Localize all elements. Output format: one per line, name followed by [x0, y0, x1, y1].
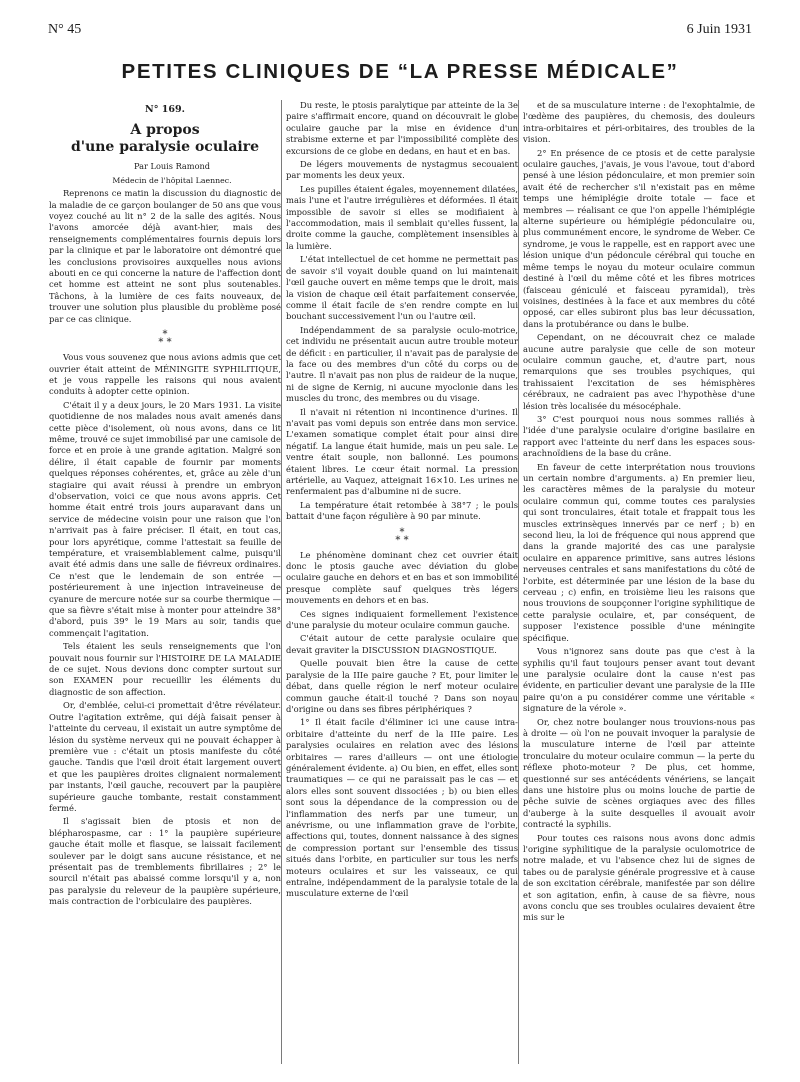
paragraph: Or, d'emblée, celui-ci promettait d'être révélateur. Outre l'agitation extrême, qui déjà faisait penser à l'atteinte du cerveau, il existait un autre symptôme de lésion du système nerveux qui ne pouvait échapper à première vue : c'était un ptosis manifeste du côté gauche. Tandis que l'œil droit était largement ouvert et que les paupières droites clignaient normalement par instants, l'œil gauche, recouvert par la paupière supérieure gauche tombante, restait constamment fermé.: [49, 700, 281, 813]
paragraph: Indépendamment de sa paralysie oculo-motrice, cet individu ne présentait aucun autre trouble moteur de déficit : en particulier, il n'avait pas de paralysie de la face ou des membres d'un côté du corps ou de l'autre. Il n'avait pas non plus de raideur de la nuque, ni de signe de Kernig, ni aucune myoclonie dans les muscles du tronc, des membres ou du visage.: [286, 324, 518, 404]
title-line: d'une paralysie oculaire: [71, 139, 259, 156]
masthead: PETITES CLINIQUES DE “LA PRESSE MÉDICALE”: [121, 60, 679, 83]
paragraph: Tels étaient les seuls renseignements que l'on pouvait nous fournir sur l'HISTOIRE DE LA MALADIE de ce sujet. Nous devions donc compter surtout sur son EXAMEN pour recueillir les éléments du diagnostic de son affection.: [49, 641, 281, 697]
paragraph: L'état intellectuel de cet homme ne permettait pas de savoir s'il voyait double quand on lui maintenait l'œil gauche ouvert en même temps que le droit, mais la vision de chaque œil était parfaitement conservée, comme il était facile de s'en rendre compte en lui bouchant successivement l'un ou l'autre œil.: [286, 254, 518, 322]
paragraph: 3° C'est pourquoi nous nous sommes ralliés à l'idée d'une paralysie oculaire d'origine basilaire en rapport avec l'atteinte du nerf dans les espaces sous-arachnoïdiens de la base du crâne.: [523, 413, 755, 459]
section-separator: * * *: [395, 526, 409, 546]
paragraph: Il n'avait ni rétention ni incontinence d'urines. Il n'avait pas vomi depuis son entrée dans mon service. L'examen somatique complet était pour ainsi dire négatif. La langue était humide, mais un peu sale. Le ventre était souple, non ballonné. Les poumons étaient libres. Le cœur était normal. La pression artérielle, au Vaquez, atteignait 16×10. Les urines ne renfermaient pas d'albumine ni de sucre.: [286, 406, 518, 497]
paragraph: Du reste, le ptosis paralytique par atteinte de la 3e paire s'affirmait encore, quand on découvrait le globe oculaire gauche par la mise en évidence d'un strabisme externe et par l'impossibilité complète des excursions de ce globe en dedans, en haut et en bas.: [286, 100, 518, 156]
paragraph: Pour toutes ces raisons nous avons donc admis l'origine syphilitique de la paralysie oculomotrice de notre malade, et vu l'absence chez lui de signes de tabes ou de paralysie générale progressive et à cause de son excitation cérébrale, manifestée par son délire et son agitation, enfin, à cause de sa fièvre, nous avons conclu que ses troubles oculaires devaient être mis sur le: [523, 832, 755, 923]
paragraph: En faveur de cette interprétation nous trouvions un certain nombre d'arguments. a) En premier lieu, les caractères mêmes de la paralysie du moteur oculaire commun qui, comme toutes ces paralysies qui sont tronculaires, était totale et frappait tous les muscles extrinsèques innervés par ce nerf ; b) en second lieu, la loi de fréquence qui nous apprend que dans la grande majorité des cas une paralysie oculaire en apparence primitive, sans autres lésions nerveuses centrales et sans manifestations du côté de l'orbite, est déterminée par une lésion de la base du cerveau ; c) enfin, en troisième lieu les raisons que nous trouvions de soupçonner l'origine syphilitique de cette paralysie oculaire, et, par conséquent, de supposer l'existence possible d'une méningite spécifique.: [523, 461, 755, 643]
paragraph: C'était il y a deux jours, le 20 Mars 1931. La visite quotidienne de nos malades nous avait amenés dans cette pièce d'isolement, où nous avons, dans ce lit même, trouvé ce sujet immobilisé par une camisole de force et en proie à une grande agitation. Malgré son délire, il était capable de fournir par moments quelques réponses cohérentes, et, grâce au zèle d'un stagiaire qui avait réussi à prendre un embryon d'observation, voici ce que nous avons appris. Cet homme était entré trois jours auparavant dans un service de médecine voisin pour une raison que l'on n'arrivait pas à faire préciser. Il était, en tout cas, pour lors apyrétique, comme l'attestait sa feuille de température, et vraisemblablement calme, puisqu'il avait été admis dans une salle de fiévreux ordinaires. Ce n'est que le lendemain de son entrée — postérieurement à une injection intraveineuse de cyanure de mercure notée sur sa courbe thermique — que sa fièvre s'était mise à monter pour atteindre 38° d'abord, puis 39° le 19 Mars au soir, tandis que commençait l'agitation.: [49, 399, 281, 638]
paragraph: Les pupilles étaient égales, moyennement dilatées, mais l'une et l'autre irrégulières et déformées. Il était impossible de savoir si elles se modifiaient à l'accommodation, mais il semblait qu'elles fussent, la droite comme la gauche, complètement insensibles à la lumière.: [286, 183, 518, 251]
paragraph: et de sa musculature interne : de l'exophtalmie, de l'œdème des paupières, du chemosis, des douleurs intra-orbitaires et péri-orbitaires, des troubles de la vision.: [523, 100, 755, 145]
section-separator: * * *: [158, 329, 172, 349]
article-number: N° 169.: [145, 104, 185, 115]
column-3: [523, 100, 755, 926]
paragraph: La température était retombée à 38°7 ; le pouls battait d'une façon régulière à 90 par minute.: [286, 499, 518, 522]
column-2: [286, 100, 518, 902]
article-title: [49, 122, 281, 156]
paragraph: Cependant, on ne découvrait chez ce malade aucune autre paralysie que celle de son moteur oculaire commun gauche, et, d'autre part, nous remarquions que ses troubles psychiques, qui trahissaient l'excitation de ses hémisphères cérébraux, ne cadraient pas avec l'hypothèse d'une lésion très localisée du mésocéphale.: [523, 332, 755, 411]
paragraph: De légers mouvements de nystagmus secouaient par moments les deux yeux.: [286, 159, 518, 181]
paragraph: C'était autour de cette paralysie oculaire que devait graviter la DISCUSSION DIAGNOSTIQUE.: [286, 633, 518, 655]
byline: Par Louis Ramond: [133, 161, 211, 172]
page-header: [48, 22, 752, 38]
paragraph: 2° En présence de ce ptosis et de cette paralysie oculaire gauches, j'avais, je vous l'avoue, tout d'abord pensé à une lésion pédonculaire, et mon premier soin avait été de rechercher s'il n'existait pas en même temps une hémiplégie droite totale — face et membres — réalisant ce que l'on appelle l'hémiplégie alterne supérieure ou hémiplégie pédonculaire ou, plus communément encore, le syndrome de Weber. Ce syndrome, je vous le rappelle, est en rapport avec une lésion unique d'un pédoncule cérébral qui touche en même temps le noyau du moteur oculaire commun destiné à l'œil du même côté et les fibres motrices (faisceau géniculé et faisceau pyramidal), très voisines, destinées à la face et aux membres du côté opposé, car elles subiront plus bas leur décussation, dans la protubérance ou dans le bulbe.: [523, 147, 755, 329]
column-rule: [281, 100, 282, 1064]
paragraph: Reprenons ce matin la discussion du diagnostic de la maladie de ce garçon boulanger de 50 ans que vous voyez couché au lit n° 2 de la salle des agités. Nous l'avons amorcée déjà avant-hier, mais des renseignements complémentaires fournis depuis lors par la clinique et par le laboratoire ont démontré que les conclusions provisoires auxquelles nous avions abouti en ce qui concerne la nature de l'affection dont cet homme est atteint ne sont plus soutenables. Tâchons, à la lumière de ces faits nouveaux, de trouver une solution plus plausible du problème posé par ce cas clinique.: [49, 188, 281, 324]
paragraph: Le phénomène dominant chez cet ouvrier était donc le ptosis gauche avec déviation du globe oculaire gauche en dehors et en bas et son immobilité presque complète sauf quelques très légers mouvements en dehors et en bas.: [286, 549, 518, 606]
column-rule: [518, 100, 519, 1064]
paragraph: Or, chez notre boulanger nous trouvions-nous pas à droite — où l'on ne pouvait invoquer la paralysie de la musculature interne de l'œil par atteinte tronculaire du moteur oculaire commun — la perte du réflexe photo-moteur ? De plus, cet homme, questionné sur ses antécédents vénériens, se lançait dans une histoire plus ou moins louche de partie de pêche suivie de scènes orgiaques avec des filles d'auberge à la suite desquelles il avouait avoir contracté la syphilis.: [523, 716, 755, 830]
paragraph: Quelle pouvait bien être la cause de cette paralysie de la IIIe paire gauche ? Et, pour limiter le débat, dans quelle région le nerf moteur oculaire commun gauche était-il touché ? Dans son noyau d'origine ou dans ses fibres périphériques ?: [286, 658, 518, 714]
paragraph: Vous vous souvenez que nous avions admis que cet ouvrier était atteint de MÉNINGITE SYPHILITIQUE, et je vous rappelle les raisons qui nous avaient conduits à adopter cette opinion.: [49, 352, 281, 397]
affiliation: Médecin de l'hôpital Laennec.: [112, 175, 232, 185]
paragraph: Il s'agissait bien de ptosis et non de blépharospasme, car : 1° la paupière supérieure gauche était molle et flasque, se laissait facilement soulever par le doigt sans aucune résistance, et ne présentait pas de tremblements fibrillaires ; 2° le sourcil n'était pas abaissé comme lorsqu'il y a, non pas paralysie du releveur de la paupière supérieure, mais contraction de l'orbiculaire des paupières.: [49, 816, 281, 907]
column-1: [49, 100, 281, 910]
title-line: A propos: [130, 122, 200, 139]
paragraph: 1° Il était facile d'éliminer ici une cause intra-orbitaire d'atteinte du nerf de la IIIe paire. Les paralysies oculaires en relation avec des lésions orbitaires — rares d'ailleurs — ont une étiologie généralement évidente. a) Ou bien, en effet, elles sont traumatiques — ce qui ne paraissait pas le cas — et alors elles sont souvent dissociées ; b) ou bien elles sont sous la dépendance de la compression ou de l'inflammation des nerfs par une tumeur, un anévrisme, ou une inflammation grave de l'orbite, affections qui, toutes, donnent naissance à des signes de compression portant sur l'ensemble des tissus situés dans l'orbite, en particulier sur tous les nerfs moteurs oculaires et sur les vaisseaux, ce qui entraîne, indépendamment de la paralysie totale de la musculature externe de l'œil: [286, 717, 518, 899]
issue-date: 6 Juin 1931: [686, 22, 752, 37]
paragraph: Ces signes indiquaient formellement l'existence d'une paralysie du moteur oculaire commun gauche.: [286, 608, 518, 631]
paragraph: Vous n'ignorez sans doute pas que c'est à la syphilis qu'il faut toujours penser avant tout devant une paralysie oculaire dont la cause n'est pas évidente, en particulier devant une paralysie de la IIIe paire qu'on a pu considérer comme une véritable « signature de la vérole ».: [523, 646, 755, 714]
issue-number: N° 45: [48, 22, 82, 37]
